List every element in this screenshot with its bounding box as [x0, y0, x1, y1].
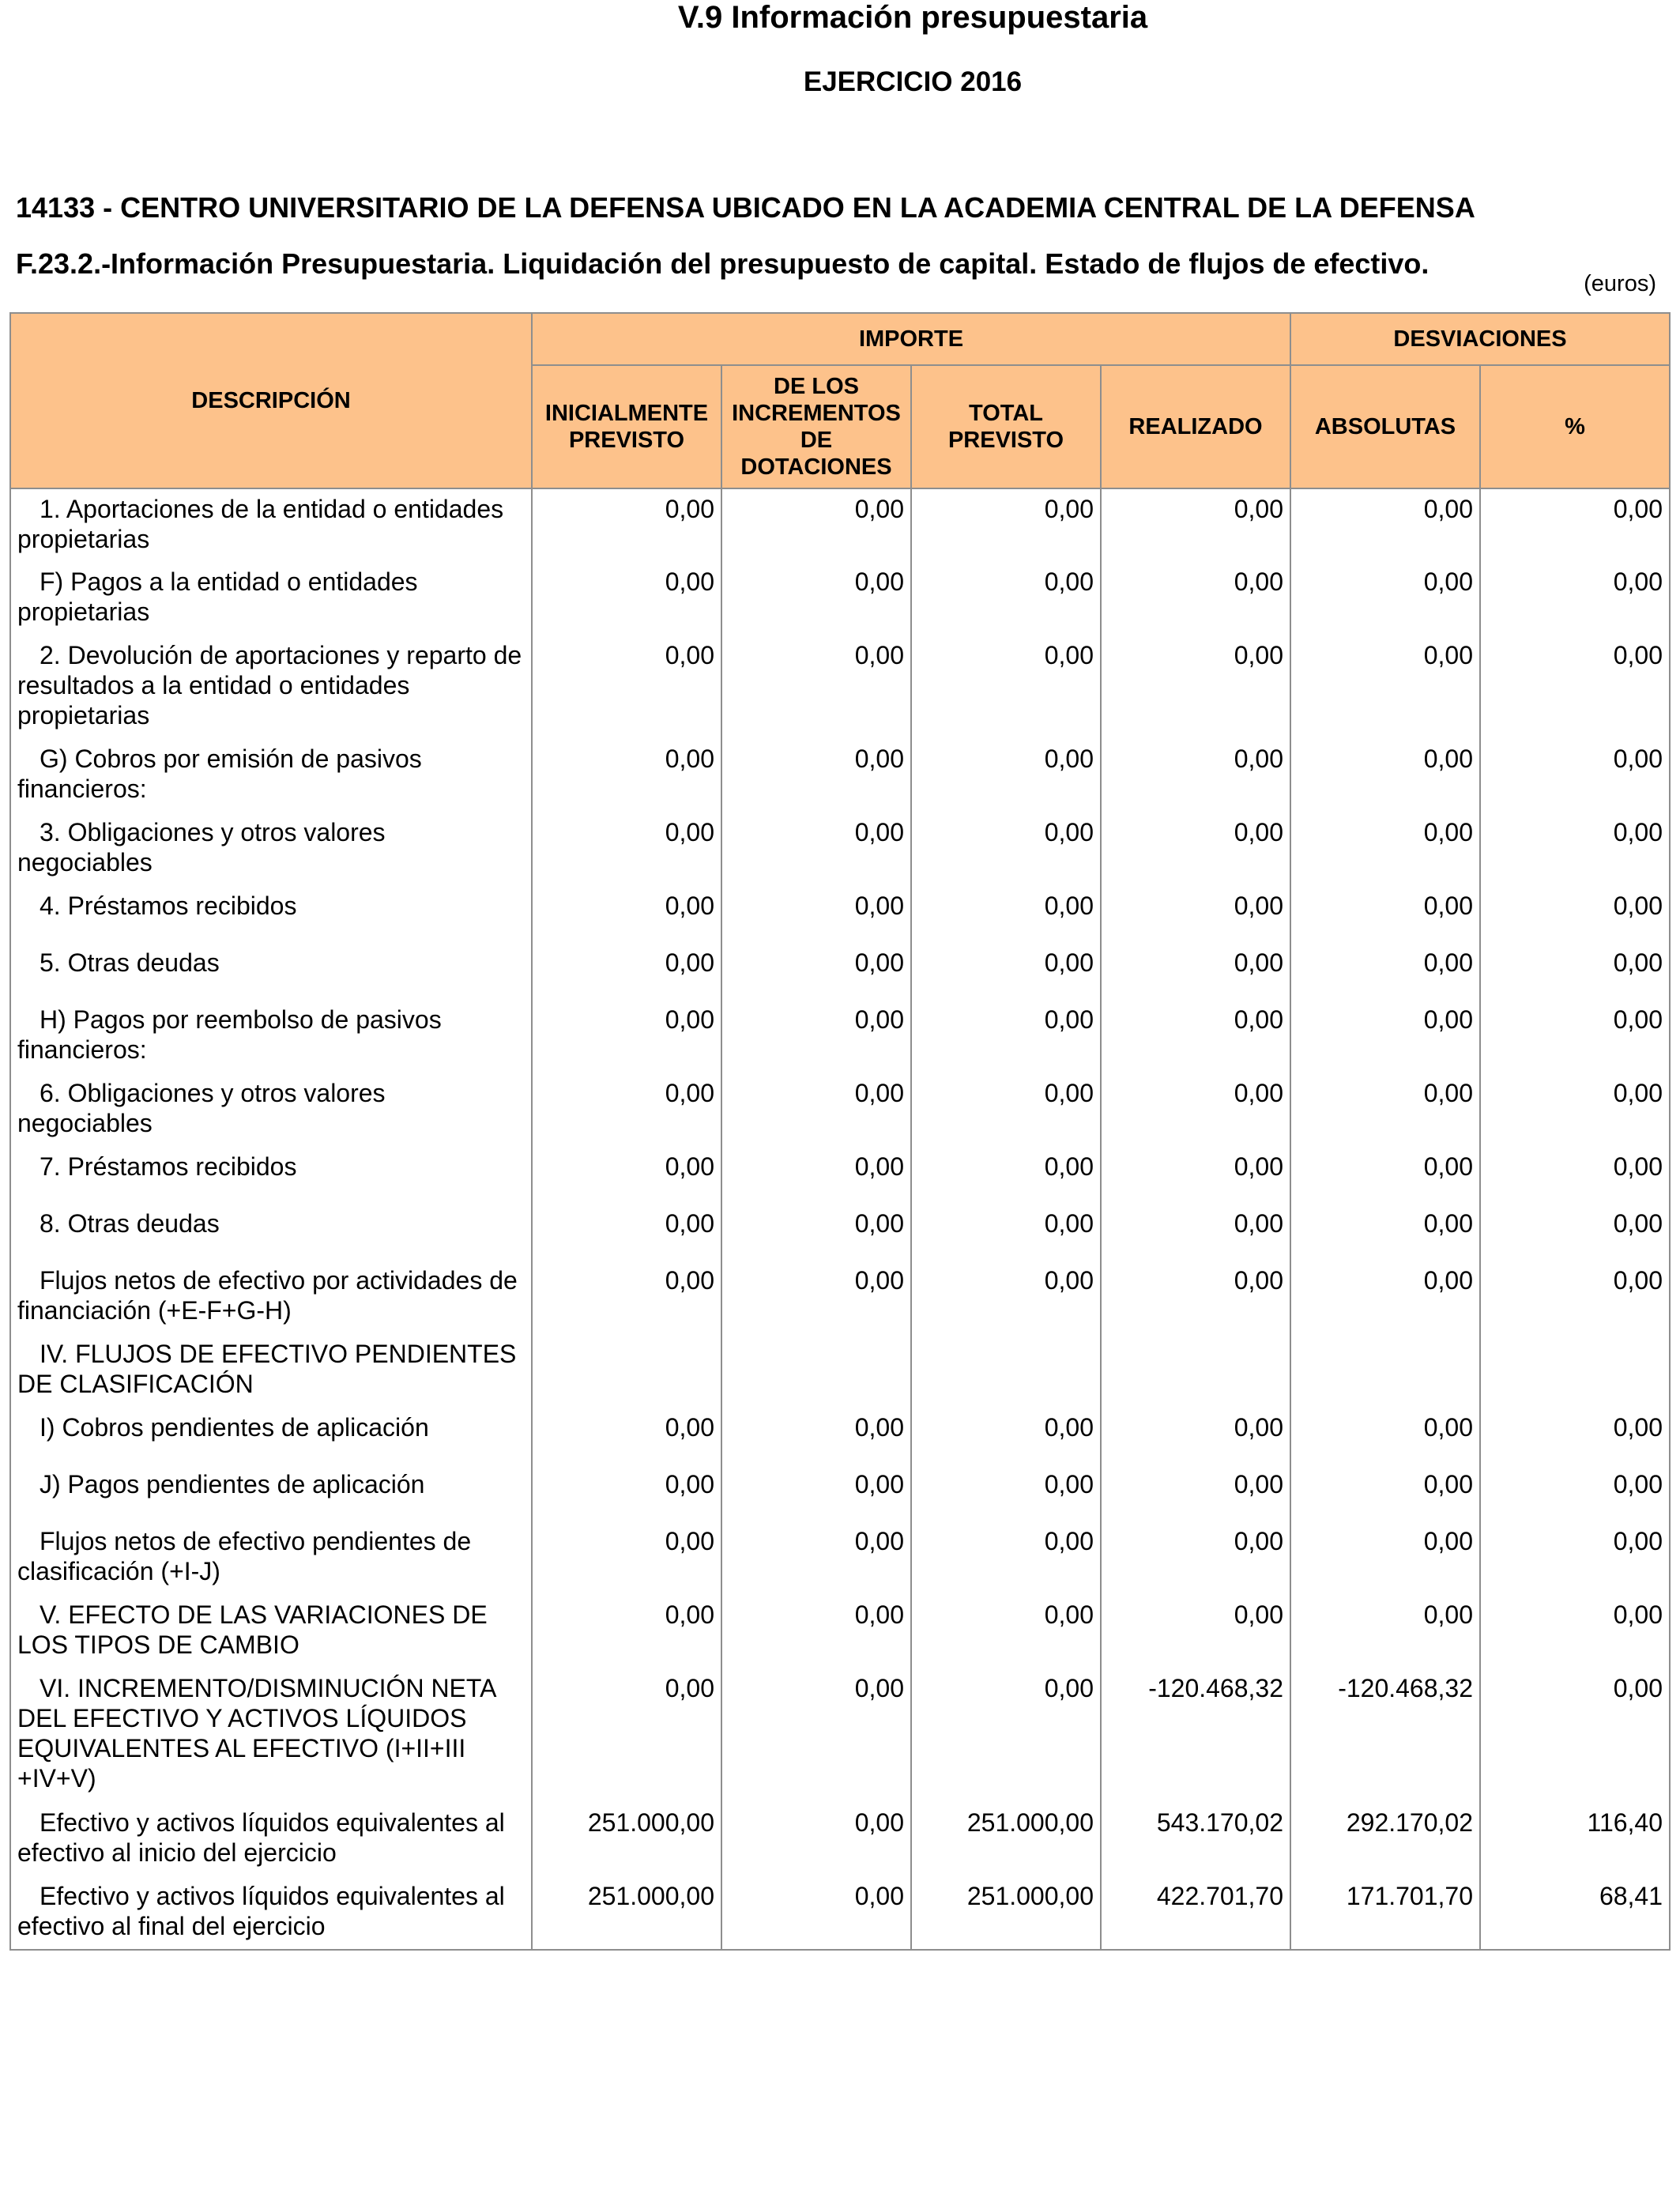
cell-realizado: 422.701,70: [1101, 1876, 1290, 1950]
report-title: F.23.2.-Información Presupuestaria. Liquidación del presupuesto de capital. Estado de flujos de efectivo.: [16, 247, 1430, 280]
cell-incrementos: 0,00: [721, 1668, 911, 1803]
table-row: [10, 1408, 1670, 1465]
cell-incrementos: 0,00: [721, 812, 911, 886]
cell-total-previsto: 0,00: [911, 1465, 1101, 1521]
cell-incrementos: 0,00: [721, 943, 911, 1000]
row-description: Flujos netos de efectivo pendientes de clasificación (+I-J): [10, 1521, 532, 1595]
cell-absolutas: 0,00: [1290, 943, 1480, 1000]
row-description: G) Cobros por emisión de pasivos financieros:: [10, 739, 532, 812]
cell-realizado: 0,00: [1101, 1147, 1290, 1204]
cell-incrementos: 0,00: [721, 1261, 911, 1334]
table-row: [10, 1876, 1670, 1950]
header-descripcion: DESCRIPCIÓN: [10, 313, 532, 488]
row-description: Efectivo y activos líquidos equivalentes al efectivo al inicio del ejercicio: [10, 1803, 532, 1876]
cell-realizado: 0,00: [1101, 943, 1290, 1000]
cell-realizado: 0,00: [1101, 1521, 1290, 1595]
cell-inicialmente-previsto: 0,00: [532, 812, 721, 886]
table-row: [10, 1204, 1670, 1261]
cell-total-previsto: 0,00: [911, 1668, 1101, 1803]
cell-realizado: 0,00: [1101, 1595, 1290, 1668]
cell-porcentaje: 0,00: [1480, 1261, 1670, 1334]
cell-porcentaje: 0,00: [1480, 1408, 1670, 1465]
row-description: Efectivo y activos líquidos equivalentes al efectivo al final del ejercicio: [10, 1876, 532, 1950]
cell-total-previsto: 0,00: [911, 1521, 1101, 1595]
cell-incrementos: 0,00: [721, 1521, 911, 1595]
table-row: [10, 1465, 1670, 1521]
cell-total-previsto: 0,00: [911, 1408, 1101, 1465]
cell-realizado: 0,00: [1101, 562, 1290, 635]
row-description: 4. Préstamos recibidos: [10, 886, 532, 943]
cell-porcentaje: 0,00: [1480, 1204, 1670, 1261]
cell-realizado: 0,00: [1101, 1408, 1290, 1465]
cell-porcentaje: 0,00: [1480, 562, 1670, 635]
header-inicialmente-previsto: INICIALMENTE PREVISTO: [532, 365, 721, 488]
table-row: [10, 1000, 1670, 1073]
cell-absolutas: [1290, 1334, 1480, 1408]
cell-absolutas: 0,00: [1290, 812, 1480, 886]
cell-absolutas: 292.170,02: [1290, 1803, 1480, 1876]
cell-incrementos: 0,00: [721, 562, 911, 635]
cell-porcentaje: 116,40: [1480, 1803, 1670, 1876]
header-importe: IMPORTE: [532, 313, 1290, 365]
cell-realizado: 0,00: [1101, 1000, 1290, 1073]
cell-inicialmente-previsto: 0,00: [532, 943, 721, 1000]
cell-absolutas: 0,00: [1290, 1147, 1480, 1204]
cell-incrementos: 0,00: [721, 1000, 911, 1073]
cell-porcentaje: 0,00: [1480, 886, 1670, 943]
cell-absolutas: 0,00: [1290, 562, 1480, 635]
table-row: [10, 739, 1670, 812]
table-row: [10, 1521, 1670, 1595]
cell-porcentaje: 68,41: [1480, 1876, 1670, 1950]
table-body: [10, 488, 1670, 1950]
row-description: V. EFECTO DE LAS VARIACIONES DE LOS TIPOS DE CAMBIO: [10, 1595, 532, 1668]
cell-total-previsto: 0,00: [911, 488, 1101, 562]
row-description: 7. Préstamos recibidos: [10, 1147, 532, 1204]
cell-incrementos: [721, 1334, 911, 1408]
cell-total-previsto: 0,00: [911, 886, 1101, 943]
row-description: F) Pagos a la entidad o entidades propietarias: [10, 562, 532, 635]
cell-porcentaje: 0,00: [1480, 1521, 1670, 1595]
cell-inicialmente-previsto: 0,00: [532, 1668, 721, 1803]
table-row: [10, 812, 1670, 886]
cell-total-previsto: 0,00: [911, 739, 1101, 812]
cell-total-previsto: 0,00: [911, 635, 1101, 739]
header-porcentaje: %: [1480, 365, 1670, 488]
cell-inicialmente-previsto: 251.000,00: [532, 1803, 721, 1876]
cell-total-previsto: 0,00: [911, 1147, 1101, 1204]
cell-absolutas: 0,00: [1290, 1408, 1480, 1465]
exercise-year: EJERCICIO 2016: [803, 66, 1023, 97]
table-row: [10, 635, 1670, 739]
cell-realizado: 0,00: [1101, 1073, 1290, 1147]
cell-porcentaje: 0,00: [1480, 812, 1670, 886]
row-description: 5. Otras deudas: [10, 943, 532, 1000]
cell-porcentaje: [1480, 1334, 1670, 1408]
cell-inicialmente-previsto: 0,00: [532, 488, 721, 562]
table-row: [10, 1668, 1670, 1803]
cell-absolutas: 0,00: [1290, 739, 1480, 812]
cell-realizado: 0,00: [1101, 886, 1290, 943]
cell-porcentaje: 0,00: [1480, 1595, 1670, 1668]
cell-incrementos: 0,00: [721, 488, 911, 562]
row-description: J) Pagos pendientes de aplicación: [10, 1465, 532, 1521]
cell-total-previsto: 251.000,00: [911, 1803, 1101, 1876]
cell-realizado: 0,00: [1101, 1465, 1290, 1521]
cell-incrementos: 0,00: [721, 886, 911, 943]
cell-inicialmente-previsto: 251.000,00: [532, 1876, 721, 1950]
cell-realizado: [1101, 1334, 1290, 1408]
cell-porcentaje: 0,00: [1480, 488, 1670, 562]
cell-absolutas: 0,00: [1290, 1073, 1480, 1147]
table-row: [10, 1073, 1670, 1147]
row-description: 6. Obligaciones y otros valores negociables: [10, 1073, 532, 1147]
cell-inicialmente-previsto: 0,00: [532, 1204, 721, 1261]
cell-incrementos: 0,00: [721, 1204, 911, 1261]
cell-incrementos: 0,00: [721, 739, 911, 812]
cell-realizado: 0,00: [1101, 1261, 1290, 1334]
entity-title: 14133 - CENTRO UNIVERSITARIO DE LA DEFENSA UBICADO EN LA ACADEMIA CENTRAL DE LA DEFENSA: [16, 191, 1475, 224]
cell-incrementos: 0,00: [721, 1803, 911, 1876]
table-row: [10, 1803, 1670, 1876]
cell-inicialmente-previsto: 0,00: [532, 1073, 721, 1147]
table-row: [10, 886, 1670, 943]
cell-absolutas: 0,00: [1290, 488, 1480, 562]
cell-total-previsto: 0,00: [911, 943, 1101, 1000]
table-row: [10, 1261, 1670, 1334]
table-row: [10, 488, 1670, 562]
row-description: 3. Obligaciones y otros valores negociables: [10, 812, 532, 886]
cell-total-previsto: 0,00: [911, 1595, 1101, 1668]
cell-total-previsto: 0,00: [911, 812, 1101, 886]
cell-incrementos: 0,00: [721, 1876, 911, 1950]
cell-incrementos: 0,00: [721, 1595, 911, 1668]
cell-porcentaje: 0,00: [1480, 1000, 1670, 1073]
cell-total-previsto: [911, 1334, 1101, 1408]
cell-incrementos: 0,00: [721, 1408, 911, 1465]
cell-inicialmente-previsto: 0,00: [532, 1000, 721, 1073]
cell-inicialmente-previsto: 0,00: [532, 1465, 721, 1521]
header-desviaciones: DESVIACIONES: [1290, 313, 1670, 365]
cell-realizado: 0,00: [1101, 635, 1290, 739]
cell-inicialmente-previsto: 0,00: [532, 886, 721, 943]
header-absolutas: ABSOLUTAS: [1290, 365, 1480, 488]
cell-inicialmente-previsto: 0,00: [532, 1147, 721, 1204]
row-description: H) Pagos por reembolso de pasivos financieros:: [10, 1000, 532, 1073]
table-row: [10, 562, 1670, 635]
cell-realizado: 543.170,02: [1101, 1803, 1290, 1876]
cell-absolutas: 0,00: [1290, 1204, 1480, 1261]
table-row: [10, 1147, 1670, 1204]
cell-inicialmente-previsto: 0,00: [532, 562, 721, 635]
table-row: [10, 1334, 1670, 1408]
row-description: I) Cobros pendientes de aplicación: [10, 1408, 532, 1465]
row-description: VI. INCREMENTO/DISMINUCIÓN NETA DEL EFECTIVO Y ACTIVOS LÍQUIDOS EQUIVALENTES AL EFECTIVO (I+II+III +IV+V): [10, 1668, 532, 1803]
cell-inicialmente-previsto: 0,00: [532, 1261, 721, 1334]
header-incrementos-dotaciones: DE LOS INCREMENTOS DE DOTACIONES: [721, 365, 911, 488]
cell-realizado: 0,00: [1101, 739, 1290, 812]
row-description: Flujos netos de efectivo por actividades de financiación (+E-F+G-H): [10, 1261, 532, 1334]
cell-porcentaje: 0,00: [1480, 1147, 1670, 1204]
cell-incrementos: 0,00: [721, 1147, 911, 1204]
header-realizado: REALIZADO: [1101, 365, 1290, 488]
cell-inicialmente-previsto: 0,00: [532, 1408, 721, 1465]
cell-incrementos: 0,00: [721, 1465, 911, 1521]
cell-realizado: 0,00: [1101, 488, 1290, 562]
table-row: [10, 943, 1670, 1000]
cell-inicialmente-previsto: 0,00: [532, 739, 721, 812]
cell-total-previsto: 0,00: [911, 1261, 1101, 1334]
cell-incrementos: 0,00: [721, 635, 911, 739]
cell-inicialmente-previsto: 0,00: [532, 1521, 721, 1595]
cell-absolutas: 0,00: [1290, 886, 1480, 943]
units-label: (euros): [1584, 271, 1656, 296]
cell-absolutas: 0,00: [1290, 635, 1480, 739]
cell-total-previsto: 0,00: [911, 1000, 1101, 1073]
row-description: 8. Otras deudas: [10, 1204, 532, 1261]
cash-flow-table: [9, 312, 1671, 1951]
cell-porcentaje: 0,00: [1480, 739, 1670, 812]
cell-porcentaje: 0,00: [1480, 1465, 1670, 1521]
cell-realizado: 0,00: [1101, 1204, 1290, 1261]
cell-total-previsto: 0,00: [911, 1073, 1101, 1147]
cell-total-previsto: 0,00: [911, 562, 1101, 635]
cell-absolutas: 0,00: [1290, 1521, 1480, 1595]
row-description: 2. Devolución de aportaciones y reparto de resultados a la entidad o entidades propietarias: [10, 635, 532, 739]
cell-inicialmente-previsto: 0,00: [532, 1595, 721, 1668]
cell-absolutas: 0,00: [1290, 1000, 1480, 1073]
cell-porcentaje: 0,00: [1480, 943, 1670, 1000]
cell-inicialmente-previsto: 0,00: [532, 635, 721, 739]
cell-absolutas: -120.468,32: [1290, 1668, 1480, 1803]
cell-porcentaje: 0,00: [1480, 1073, 1670, 1147]
header-total-previsto: TOTAL PREVISTO: [911, 365, 1101, 488]
table-row: [10, 1595, 1670, 1668]
page-title: V.9 Información presupuestaria: [677, 0, 1148, 35]
cell-inicialmente-previsto: [532, 1334, 721, 1408]
cell-absolutas: 171.701,70: [1290, 1876, 1480, 1950]
cell-porcentaje: 0,00: [1480, 1668, 1670, 1803]
row-description: 1. Aportaciones de la entidad o entidades propietarias: [10, 488, 532, 562]
cell-total-previsto: 0,00: [911, 1204, 1101, 1261]
cell-total-previsto: 251.000,00: [911, 1876, 1101, 1950]
cell-realizado: 0,00: [1101, 812, 1290, 886]
cell-absolutas: 0,00: [1290, 1595, 1480, 1668]
cell-absolutas: 0,00: [1290, 1261, 1480, 1334]
cell-porcentaje: 0,00: [1480, 635, 1670, 739]
cell-absolutas: 0,00: [1290, 1465, 1480, 1521]
cell-incrementos: 0,00: [721, 1073, 911, 1147]
cell-realizado: -120.468,32: [1101, 1668, 1290, 1803]
row-description: IV. FLUJOS DE EFECTIVO PENDIENTES DE CLASIFICACIÓN: [10, 1334, 532, 1408]
